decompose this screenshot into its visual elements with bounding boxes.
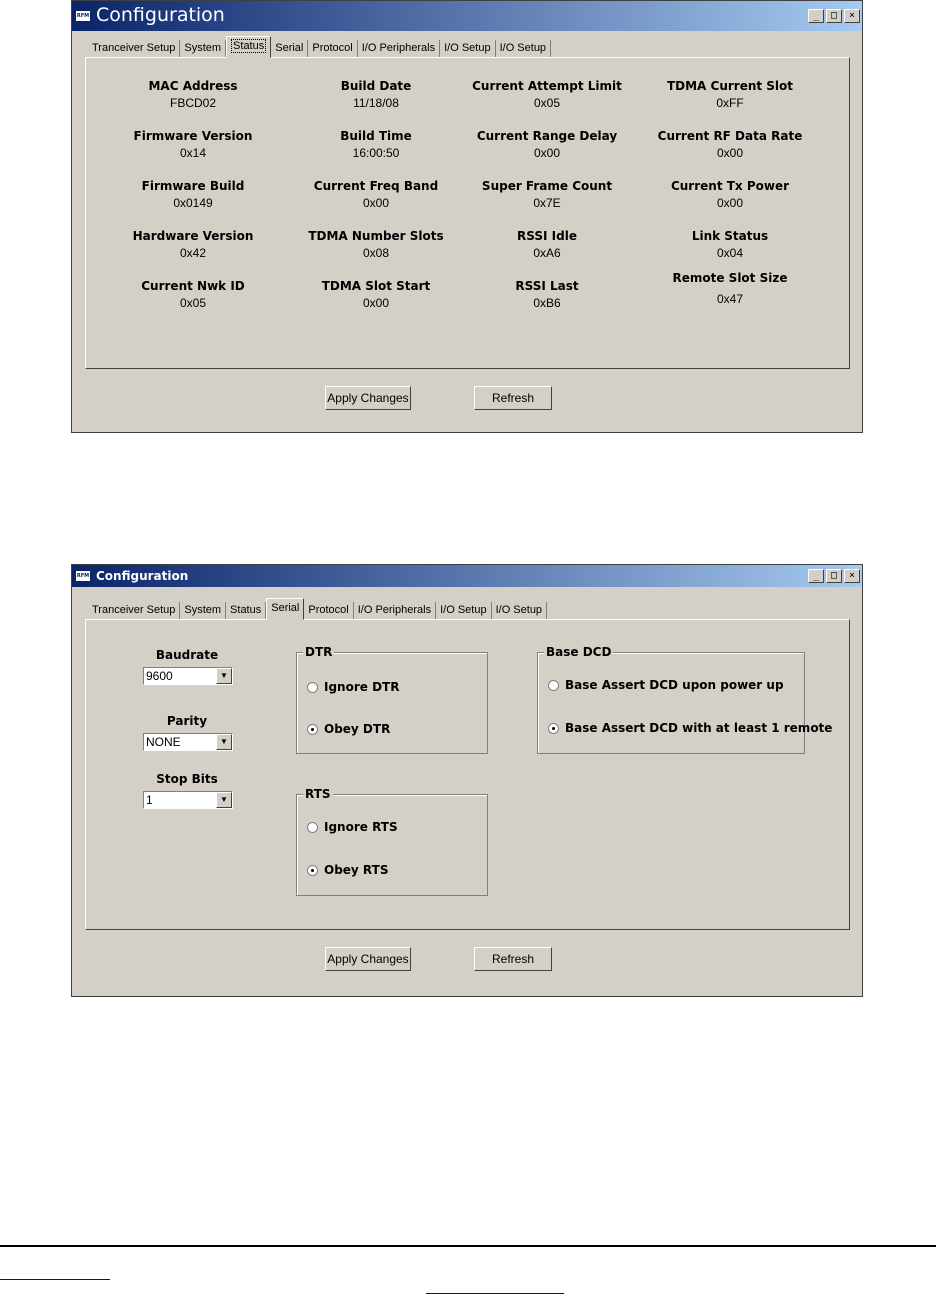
tab-strip bbox=[88, 599, 547, 619]
field-firmware-version: Firmware Version 0x14 bbox=[133, 129, 253, 160]
field-current-rf-data-rate: Current RF Data Rate 0x00 bbox=[657, 129, 803, 160]
refresh-button[interactable]: Refresh bbox=[474, 386, 552, 410]
field-current-nwk-id: Current Nwk ID 0x05 bbox=[141, 279, 245, 310]
config-window-serial bbox=[71, 564, 863, 997]
radio-circle-icon bbox=[548, 680, 559, 691]
field-remote-slot-size: Remote Slot Size 0x47 bbox=[672, 271, 788, 306]
field-current-freq-band: Current Freq Band 0x00 bbox=[313, 179, 439, 210]
baudrate-value: 9600 bbox=[146, 669, 173, 683]
tab-tranceiver-setup[interactable]: Tranceiver Setup bbox=[88, 40, 180, 57]
apply-changes-button[interactable]: Apply Changes bbox=[325, 386, 411, 410]
close-button[interactable]: × bbox=[844, 569, 860, 583]
field-build-time: Build Time 16:00:50 bbox=[340, 129, 412, 160]
radio-circle-icon bbox=[307, 682, 318, 693]
stop-bits-label: Stop Bits bbox=[156, 772, 218, 786]
footer-link-left[interactable] bbox=[0, 1279, 110, 1280]
radio-circle-icon bbox=[307, 822, 318, 833]
tab-io-setup-2[interactable]: I/O Setup bbox=[496, 40, 551, 57]
title-bar[interactable] bbox=[72, 565, 862, 587]
rts-group-title: RTS bbox=[305, 787, 331, 801]
parity-select[interactable] bbox=[143, 733, 233, 751]
radio-circle-icon bbox=[307, 865, 318, 876]
field-build-date: Build Date 11/18/08 bbox=[340, 79, 412, 110]
tab-io-peripherals[interactable]: I/O Peripherals bbox=[354, 602, 436, 619]
radio-obey-dtr[interactable]: Obey DTR bbox=[307, 722, 390, 736]
radio-base-assert-remote[interactable]: Base Assert DCD with at least 1 remote bbox=[548, 721, 832, 735]
tab-tranceiver-setup[interactable]: Tranceiver Setup bbox=[88, 602, 180, 619]
maximize-button[interactable]: □ bbox=[826, 9, 842, 23]
field-mac-address: MAC Address FBCD02 bbox=[148, 79, 238, 110]
field-current-range-delay: Current Range Delay 0x00 bbox=[476, 129, 618, 160]
tab-system[interactable]: System bbox=[180, 40, 226, 57]
title-bar[interactable] bbox=[72, 1, 862, 31]
dtr-group bbox=[296, 645, 488, 754]
window-title: Configuration bbox=[96, 4, 225, 26]
tab-serial[interactable]: Serial bbox=[271, 40, 308, 57]
tab-io-setup-2[interactable]: I/O Setup bbox=[492, 602, 547, 619]
field-rssi-idle: RSSI Idle 0xA6 bbox=[517, 229, 577, 260]
minimize-button[interactable]: _ bbox=[808, 569, 824, 583]
app-icon: RFM bbox=[75, 570, 91, 582]
field-tdma-number-slots: TDMA Number Slots 0x08 bbox=[308, 229, 444, 260]
tab-serial[interactable]: Serial bbox=[266, 598, 304, 620]
field-rssi-last: RSSI Last 0xB6 bbox=[515, 279, 579, 310]
dropdown-arrow-icon[interactable]: ▼ bbox=[216, 734, 232, 750]
radio-circle-icon bbox=[307, 724, 318, 735]
dropdown-arrow-icon[interactable]: ▼ bbox=[216, 668, 232, 684]
tab-status[interactable] bbox=[226, 36, 271, 58]
tab-protocol[interactable]: Protocol bbox=[304, 602, 353, 619]
radio-ignore-dtr[interactable]: Ignore DTR bbox=[307, 680, 399, 694]
tab-status-label: Status bbox=[233, 40, 265, 52]
radio-obey-rts[interactable]: Obey RTS bbox=[307, 863, 388, 877]
radio-ignore-rts[interactable]: Ignore RTS bbox=[307, 820, 398, 834]
tab-protocol[interactable]: Protocol bbox=[308, 40, 357, 57]
footer-rule bbox=[0, 1245, 936, 1247]
rts-group bbox=[296, 787, 488, 896]
base-dcd-group bbox=[537, 645, 833, 754]
field-super-frame-count: Super Frame Count 0x7E bbox=[481, 179, 613, 210]
app-icon: RFM bbox=[75, 10, 91, 22]
base-dcd-group-title: Base DCD bbox=[546, 645, 612, 659]
tab-strip bbox=[88, 37, 551, 57]
dropdown-arrow-icon[interactable]: ▼ bbox=[216, 792, 232, 808]
close-button[interactable]: × bbox=[844, 9, 860, 23]
stop-bits-value: 1 bbox=[146, 793, 153, 807]
refresh-button[interactable]: Refresh bbox=[474, 947, 552, 971]
status-panel bbox=[85, 57, 850, 369]
parity-value: NONE bbox=[146, 735, 181, 749]
maximize-button[interactable]: □ bbox=[826, 569, 842, 583]
field-tdma-slot-start: TDMA Slot Start 0x00 bbox=[321, 279, 431, 310]
tab-io-peripherals[interactable]: I/O Peripherals bbox=[358, 40, 440, 57]
field-firmware-build: Firmware Build 0x0149 bbox=[141, 179, 245, 210]
radio-base-assert-power-up[interactable]: Base Assert DCD upon power up bbox=[548, 678, 784, 692]
field-current-tx-power: Current Tx Power 0x00 bbox=[670, 179, 790, 210]
tab-io-setup[interactable]: I/O Setup bbox=[436, 602, 491, 619]
stop-bits-select[interactable] bbox=[143, 791, 233, 809]
field-hardware-version: Hardware Version 0x42 bbox=[132, 229, 254, 260]
minimize-button[interactable]: _ bbox=[808, 9, 824, 23]
tab-status[interactable]: Status bbox=[226, 602, 266, 619]
serial-panel bbox=[85, 619, 850, 930]
dtr-group-title: DTR bbox=[305, 645, 333, 659]
tab-io-setup[interactable]: I/O Setup bbox=[440, 40, 495, 57]
field-current-attempt-limit: Current Attempt Limit 0x05 bbox=[472, 79, 622, 110]
tab-system[interactable]: System bbox=[180, 602, 226, 619]
parity-label: Parity bbox=[166, 714, 208, 728]
field-link-status: Link Status 0x04 bbox=[691, 229, 769, 260]
radio-circle-icon bbox=[548, 723, 559, 734]
field-tdma-current-slot: TDMA Current Slot 0xFF bbox=[666, 79, 794, 110]
baudrate-select[interactable] bbox=[143, 667, 233, 685]
config-window-status bbox=[71, 0, 863, 433]
footer-link-center[interactable] bbox=[426, 1293, 564, 1294]
window-title: Configuration bbox=[96, 569, 189, 583]
baudrate-label: Baudrate bbox=[155, 648, 219, 662]
apply-changes-button[interactable]: Apply Changes bbox=[325, 947, 411, 971]
